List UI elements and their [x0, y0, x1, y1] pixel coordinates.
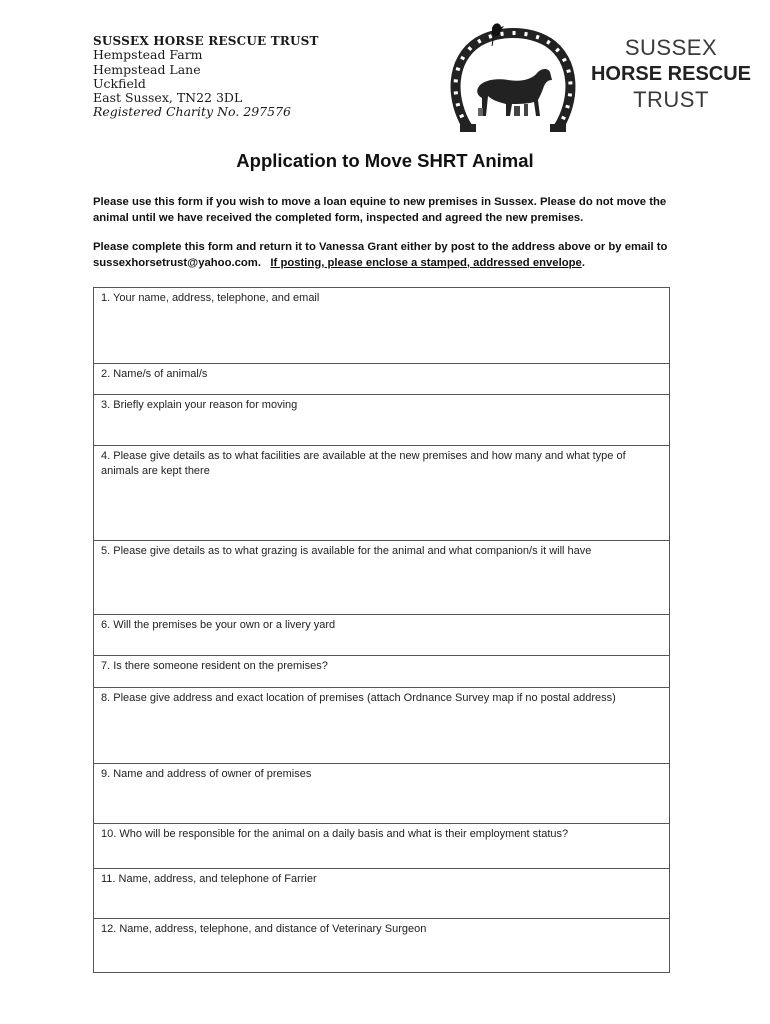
form-field-reason-for-moving[interactable]: [94, 395, 669, 446]
form-field-grazing[interactable]: [94, 541, 669, 615]
logo-word-trust: TRUST: [633, 87, 709, 112]
question-label: 5. Please give details as to what grazing is available for the animal and what companion/s it will have: [101, 545, 592, 557]
intro-paragraph-2-text: Please complete this form and return it to Vanessa Grant either by post to the address above or by email to sussexhorsetrust@yahoo.com.: [93, 241, 668, 269]
logo-wordmark: [590, 35, 752, 113]
address-line: Hempstead Lane: [93, 61, 201, 77]
address-line: East Sussex, TN22 3DL: [93, 90, 243, 106]
intro-paragraph-2-end: .: [581, 256, 585, 269]
question-label: 4. Please give details as to what facilities are available at the new premises and how many and what type of animals are kept there: [101, 450, 626, 477]
form-field-resident-on-premises[interactable]: [94, 656, 669, 688]
organisation-address: [93, 34, 319, 120]
trust-logo: [448, 20, 752, 140]
form-field-premises-location[interactable]: [94, 688, 669, 764]
question-label: 3. Briefly explain your reason for moving: [101, 399, 298, 411]
question-label: 12. Name, address, telephone, and distance of Veterinary Surgeon: [101, 923, 427, 935]
question-label: 9. Name and address of owner of premises: [101, 768, 312, 780]
question-label: 7. Is there someone resident on the premises?: [101, 660, 328, 672]
question-label: 1. Your name, address, telephone, and email: [101, 292, 320, 304]
posting-instruction: If posting, please enclose a stamped, addressed envelope: [270, 256, 582, 269]
form-field-premises-type[interactable]: [94, 615, 669, 656]
form-field-facilities[interactable]: [94, 446, 669, 541]
form-field-premises-owner[interactable]: [94, 764, 669, 824]
form-field-daily-carer[interactable]: [94, 824, 669, 869]
charity-number: Registered Charity No. 297576: [93, 104, 291, 120]
address-line: Hempstead Farm: [93, 47, 203, 63]
form-field-veterinary-surgeon[interactable]: [94, 919, 669, 972]
question-label: 8. Please give address and exact location of premises (attach Ordnance Survey map if no postal address): [101, 692, 616, 704]
logo-word-sussex: SUSSEX: [624, 35, 718, 60]
form-field-applicant-details[interactable]: [94, 288, 669, 364]
organisation-name: SUSSEX HORSE RESCUE TRUST: [93, 34, 319, 48]
form-field-farrier[interactable]: [94, 869, 669, 919]
question-label: 6. Will the premises be your own or a livery yard: [101, 619, 336, 631]
question-label: 11. Name, address, and telephone of Farrier: [101, 873, 317, 885]
address-line: Uckfield: [93, 75, 146, 91]
question-label: 10. Who will be responsible for the animal on a daily basis and what is their employment status?: [101, 828, 569, 840]
logo-word-horse-rescue: HORSE RESCUE: [590, 63, 752, 85]
intro-paragraph-2: [93, 240, 693, 271]
question-label: 2. Name/s of animal/s: [101, 368, 208, 380]
application-form-table: [93, 287, 670, 973]
form-field-animal-names[interactable]: [94, 364, 669, 395]
intro-paragraph-1: Please use this form if you wish to move a loan equine to new premises in Sussex. Please do not move the animal until we have received the completed form, inspected and agreed the new premises.: [93, 196, 667, 224]
page-title: Application to Move SHRT Animal: [236, 150, 534, 171]
